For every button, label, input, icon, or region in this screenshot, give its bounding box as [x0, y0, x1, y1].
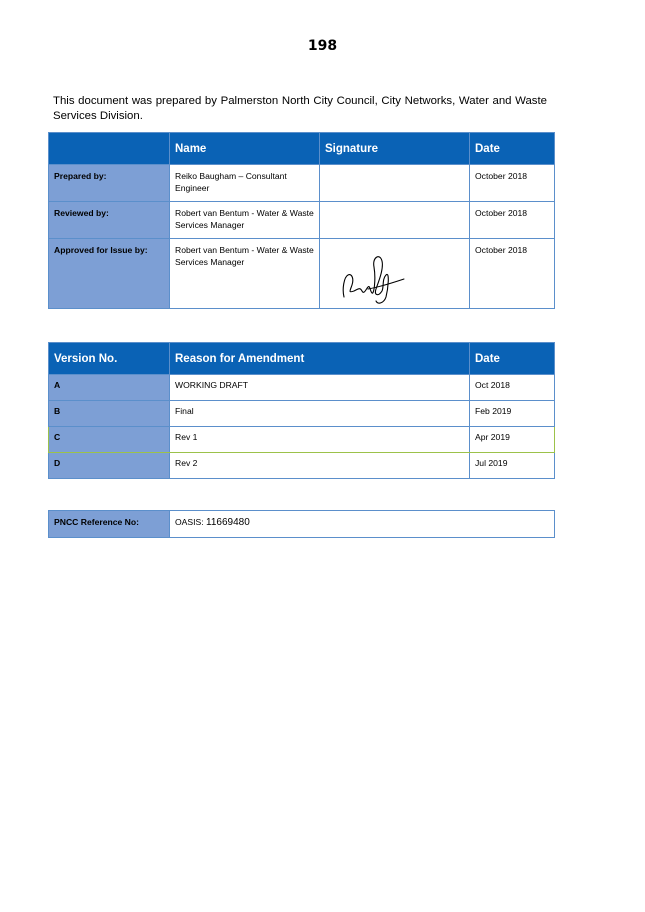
reason-c: Rev 1	[170, 427, 470, 453]
version-a: A	[49, 375, 170, 401]
table-row	[49, 427, 555, 453]
table-row	[49, 202, 555, 239]
approval-header-name: Name	[170, 133, 320, 165]
reviewed-by-name: Robert van Bentum - Water & Waste Services Manager	[170, 202, 320, 239]
reason-b: Final	[170, 401, 470, 427]
version-header-reason: Reason for Amendment	[170, 343, 470, 375]
version-table	[48, 342, 555, 479]
approval-header-blank	[49, 133, 170, 165]
approval-header-date: Date	[470, 133, 555, 165]
approved-by-label: Approved for Issue by:	[49, 239, 170, 309]
date-d: Jul 2019	[470, 453, 555, 479]
approved-by-signature	[320, 239, 470, 309]
approval-table	[48, 132, 555, 309]
reviewed-by-signature	[320, 202, 470, 239]
reason-a: WORKING DRAFT	[170, 375, 470, 401]
reference-value	[170, 511, 555, 538]
reference-label: PNCC Reference No:	[49, 511, 170, 538]
reviewed-by-label: Reviewed by:	[49, 202, 170, 239]
table-row	[49, 165, 555, 202]
reference-number: 11669480	[206, 517, 250, 528]
table-row	[49, 453, 555, 479]
approval-header-row	[49, 133, 555, 165]
approved-by-date: October 2018	[470, 239, 555, 309]
table-row	[49, 375, 555, 401]
prepared-by-date: October 2018	[470, 165, 555, 202]
reference-table	[48, 510, 555, 538]
version-header-date: Date	[470, 343, 555, 375]
version-header-row	[49, 343, 555, 375]
prepared-by-label: Prepared by:	[49, 165, 170, 202]
approved-by-name: Robert van Bentum - Water & Waste Services Manager	[170, 239, 320, 309]
signature-icon	[338, 249, 408, 307]
page-number: 198	[307, 38, 338, 54]
table-row	[49, 401, 555, 427]
prepared-by-name: Reiko Baugham – Consultant Engineer	[170, 165, 320, 202]
version-d: D	[49, 453, 170, 479]
version-c: C	[49, 427, 170, 453]
reference-prefix: OASIS:	[175, 517, 204, 527]
date-b: Feb 2019	[470, 401, 555, 427]
date-a: Oct 2018	[470, 375, 555, 401]
table-row	[49, 511, 555, 538]
reviewed-by-date: October 2018	[470, 202, 555, 239]
intro-paragraph: This document was prepared by Palmerston North City Council, City Networks, Water and Waste Services Division.	[53, 95, 547, 122]
table-row	[49, 239, 555, 309]
prepared-by-signature	[320, 165, 470, 202]
reason-d: Rev 2	[170, 453, 470, 479]
version-b: B	[49, 401, 170, 427]
date-c: Apr 2019	[470, 427, 555, 453]
approval-header-signature: Signature	[320, 133, 470, 165]
version-header-version: Version No.	[49, 343, 170, 375]
